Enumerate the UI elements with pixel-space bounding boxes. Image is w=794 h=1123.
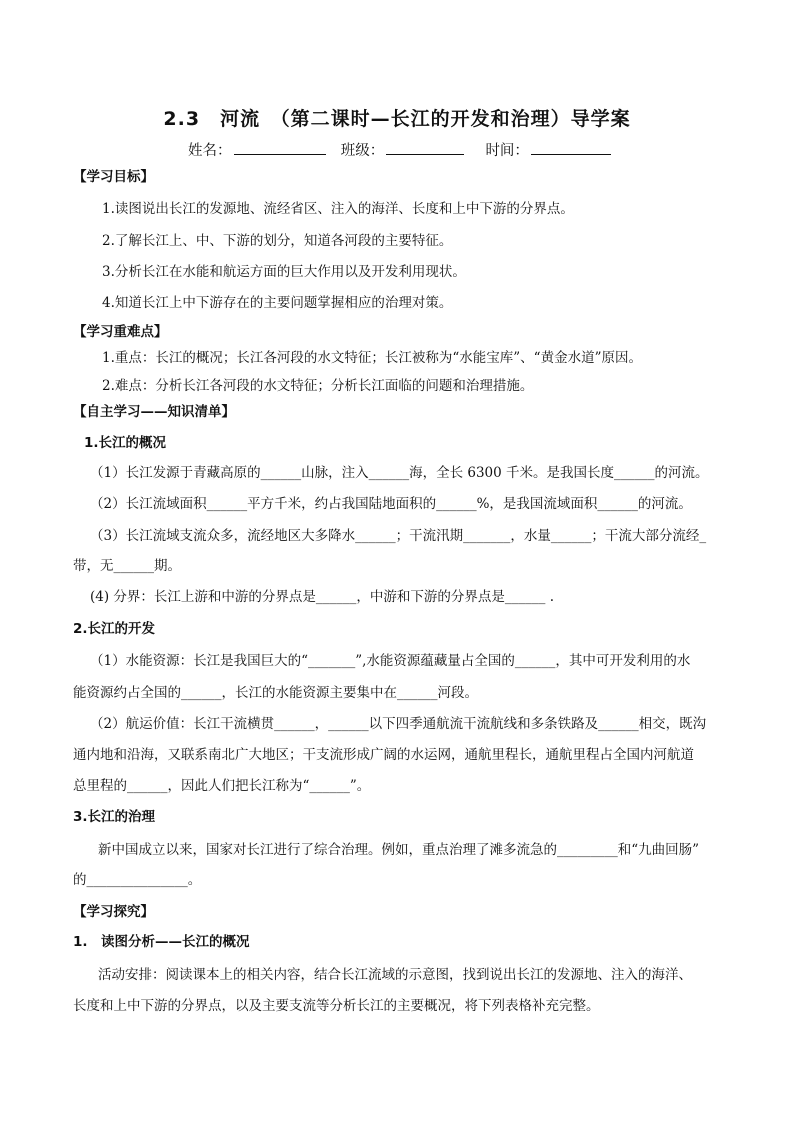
class-label: 班级： <box>340 143 385 159</box>
explore-line-2: 长度和上中下游的分界点，以及主要支流等分析长江的主要概况，将下列表格补充完整。 <box>73 998 600 1014</box>
development-line-5: 总里程的______，因此人们把长江称为“______”。 <box>73 778 371 794</box>
time-blank[interactable] <box>531 140 611 155</box>
keypoint-item-1: 1.重点：长江的概况；长江各河段的水文特征；长江被称为“水能宝库”、“黄金水道”原因。 <box>102 350 642 366</box>
overview-line-2: （2）长江流域面积______平方千米，约占我国陆地面积的______%，是我国流域面积______的河流。 <box>90 496 692 512</box>
goal-item-4: 4.知道长江上中下游存在的主要问题掌握相应的治理对策。 <box>102 295 453 311</box>
overview-line-1: （1）长江发源于青藏高原的______山脉，注入______海，全长 6300 千米。是我国长度______的河流。 <box>90 465 709 481</box>
class-blank[interactable] <box>386 140 464 155</box>
goal-item-1: 1.读图说出长江的发源地、流经省区、注入的海洋、长度和上中下游的分界点。 <box>102 201 574 217</box>
self-study-header: 【自主学习——知识清单】 <box>73 404 235 420</box>
explore-line-1: 活动安排：阅读课本上的相关内容，结合长江流域的示意图，找到说出长江的发源地、注入的海洋、 <box>98 967 692 983</box>
time-label: 时间： <box>485 143 529 159</box>
overview-line-5: (4) 分界：长江上游和中游的分界点是______，中游和下游的分界点是______ . <box>90 589 554 605</box>
development-line-1: （1）水能资源：长江是我国巨大的“_______”,水能资源蕴藏量占全国的______，其中可开发利用的水 <box>90 653 691 669</box>
page-title: 2.3 河流 （第二课时—长江的开发和治理）导学案 <box>163 108 631 130</box>
development-line-4: 通内地和沿海，又联系南北广大地区；干支流形成广阔的水运网，通航里程长，通航里程占全国内河航道 <box>73 747 694 763</box>
development-line-3: （2）航运价值：长江干流横贯______，______以下四季通航流干流航线和多条铁路及______相交，既沟 <box>90 716 707 732</box>
governance-line-2: 的_______________。 <box>73 872 202 888</box>
section-development-title: 2.长江的开发 <box>73 621 156 637</box>
name-label: 姓名： <box>188 143 232 159</box>
goal-item-3: 3.分析长江在水能和航运方面的巨大作用以及开发利用现状。 <box>102 264 466 280</box>
explore-header: 【学习探究】 <box>73 904 154 920</box>
overview-line-3: （3）长江流域支流众多，流经地区大多降水______；干流汛期_______，水量______；干流大部分流经_ <box>90 528 707 544</box>
development-line-2: 能资源约占全国的______，长江的水能资源主要集中在______河段。 <box>73 685 478 701</box>
governance-line-1: 新中国成立以来，国家对长江进行了综合治理。例如，重点治理了滩多流急的_________和“九曲回肠” <box>98 842 700 858</box>
student-info-line <box>188 139 613 160</box>
overview-line-4: 带，无______期。 <box>73 558 181 574</box>
keypoint-item-2: 2.难点：分析长江各河段的水文特征；分析长江面临的问题和治理措施。 <box>102 378 534 394</box>
name-blank[interactable] <box>234 140 326 155</box>
section-governance-title: 3.长江的治理 <box>73 809 156 825</box>
explore-section-title: 1. 读图分析——长江的概况 <box>73 934 250 950</box>
goal-item-2: 2.了解长江上、中、下游的划分，知道各河段的主要特征。 <box>102 233 453 249</box>
section-overview-title: 1.长江的概况 <box>84 435 167 451</box>
keypoints-header: 【学习重难点】 <box>73 324 168 340</box>
goals-header: 【学习目标】 <box>73 169 154 185</box>
